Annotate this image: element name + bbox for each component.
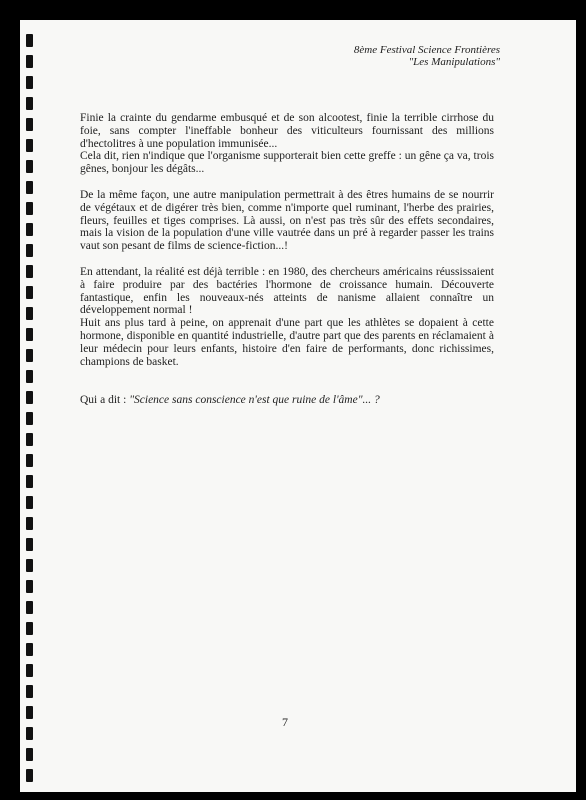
page-header (354, 44, 500, 68)
binding-hole (26, 685, 33, 698)
binding-hole (26, 643, 33, 656)
binding-hole (26, 412, 33, 425)
binding-hole (26, 160, 33, 173)
binding-hole (26, 34, 33, 47)
closing-question (80, 394, 494, 407)
binding-hole (26, 181, 33, 194)
binding-hole (26, 307, 33, 320)
binding-hole (26, 55, 33, 68)
binding-hole (26, 118, 33, 131)
binding-hole (26, 328, 33, 341)
binding-hole (26, 391, 33, 404)
binding-hole (26, 454, 33, 467)
binding-hole (26, 622, 33, 635)
paragraph-4: En attendant, la réalité est déjà terrible : en 1980, des chercheurs américains réussissaient à faire produire par des bactéries l'hormone de croissance humain. Découverte fantastique, enfin les nouveaux-nés atteints de nanisme allaient connaître un développement normal ! (80, 265, 494, 317)
binding-hole (26, 559, 33, 572)
header-festival-title: 8ème Festival Science Frontières (353, 44, 500, 56)
binding-hole (26, 706, 33, 719)
paragraph-1: Finie la crainte du gendarme embusqué et de son alcootest, finie la terrible cirrhose du foie, sans compter l'ineffable bonheur des viticulteurs fournissant des millions d'hectolitres à une population immunisée... (80, 112, 494, 150)
binding-hole (26, 202, 33, 215)
binding-hole (26, 769, 33, 782)
body-text (80, 112, 494, 420)
binding-hole (26, 496, 33, 509)
binding-hole (26, 475, 33, 488)
binding-hole (26, 76, 33, 89)
document-page (20, 20, 576, 792)
header-subtitle: "Les Manipulations" (408, 56, 500, 68)
paragraph-2: Cela dit, rien n'indique que l'organisme supporterait bien cette greffe : un gêne ça va, trois gênes, bonjour les dégâts... (80, 150, 494, 176)
binding-hole (26, 244, 33, 257)
closing-label: Qui a dit : (80, 394, 130, 407)
page-number: 7 (282, 715, 288, 729)
binding-hole (26, 538, 33, 551)
binding-hole (26, 349, 33, 362)
binding-hole (26, 265, 33, 278)
binding-hole (26, 223, 33, 236)
binding-hole (26, 139, 33, 152)
paragraph-5: Huit ans plus tard à peine, on apprenait d'une part que les athlètes se dopaient à cette hormone, disponible en quantité industrielle, d'autre part que des parents en réclamaient à leur médecin pour leurs enfants, histoire d'en faire de performants, donc richissimes, champions de basket. (80, 317, 494, 368)
binding-hole (26, 286, 33, 299)
binding-hole (26, 664, 33, 677)
paragraph-3: De la même façon, une autre manipulation permettrait à des êtres humains de se nourrir de végétaux et de digérer très bien, comme n'importe quel ruminant, l'herbe des prairies, fleurs, feuilles et tiges comprises. Là aussi, on n'est pas très sûr des effets secondaires, mais la vision de la population d'une ville vautrée dans un pré à regarder passer les trains vaut son pesant de films de science-fiction...! (80, 188, 494, 253)
binding-hole (26, 601, 33, 614)
binding-hole (26, 370, 33, 383)
closing-quote: "Science sans conscience n'est que ruine de l'âme"... ? (129, 394, 380, 407)
binding-hole (26, 433, 33, 446)
binding-hole (26, 727, 33, 740)
binding-hole (26, 517, 33, 530)
binding-hole (26, 97, 33, 110)
binding-hole (26, 580, 33, 593)
binding-hole (26, 748, 33, 761)
